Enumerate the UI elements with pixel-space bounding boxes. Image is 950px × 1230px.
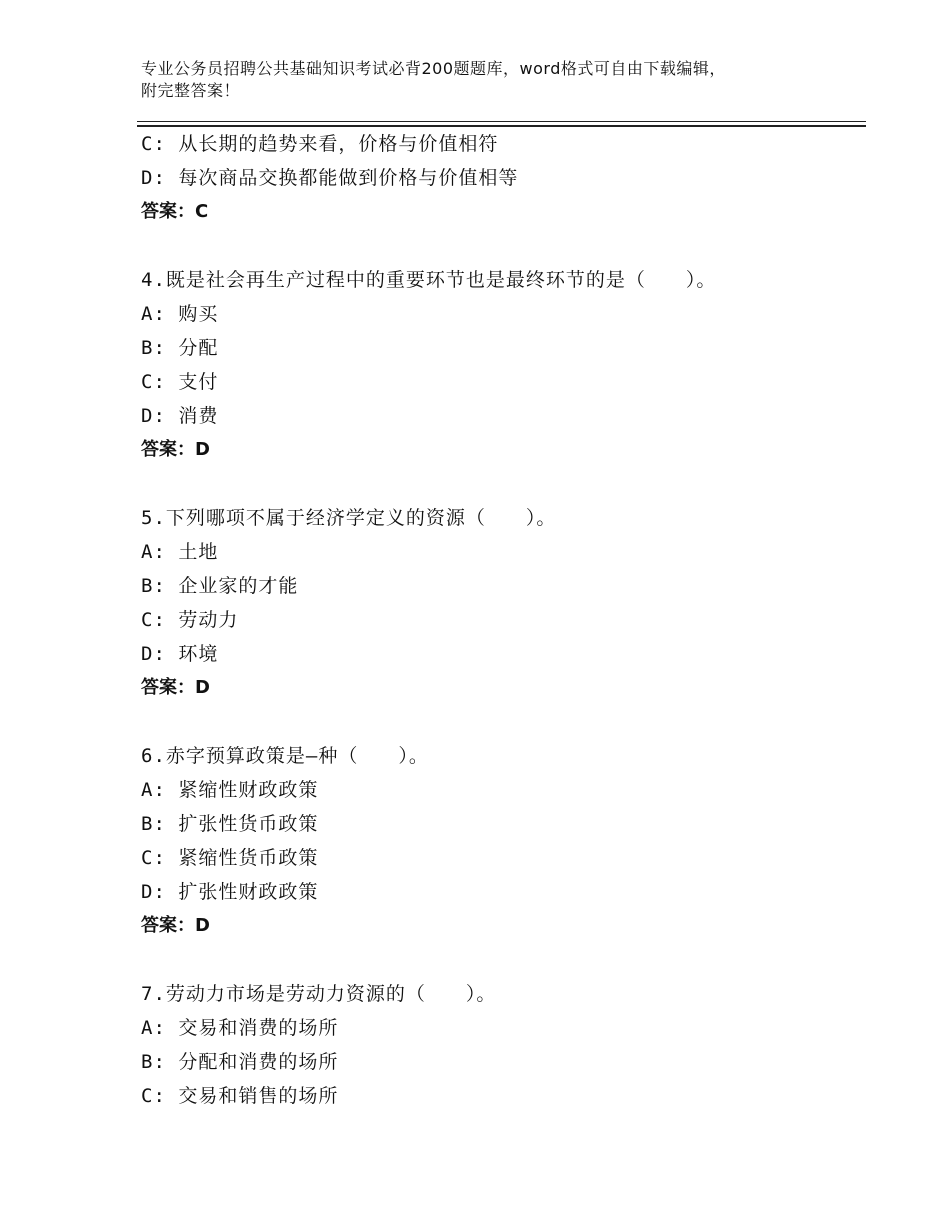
option-b: B: 扩张性货币政策	[141, 813, 319, 835]
answer-label: 答案：D	[141, 439, 210, 460]
question-3-continued	[141, 127, 866, 229]
option-a: A: 购买	[141, 303, 219, 325]
spacer	[141, 229, 866, 263]
option-a: A: 紧缩性财政政策	[141, 779, 319, 801]
question-7	[141, 977, 866, 1113]
option-d: D: 消费	[141, 405, 219, 427]
question-stem: 4.既是社会再生产过程中的重要环节也是最终环节的是（ ）。	[141, 269, 717, 291]
header-title-line-2: 附完整答案！	[141, 81, 241, 100]
question-list	[141, 127, 866, 1113]
header-title-line-1: 专业公务员招聘公共基础知识考试必背200题题库，word格式可自由下载编辑，	[141, 59, 726, 78]
option-b: B: 分配和消费的场所	[141, 1051, 339, 1073]
option-c: C: 紧缩性货币政策	[141, 847, 319, 869]
option-d: D: 扩张性财政政策	[141, 881, 319, 903]
option-b: B: 企业家的才能	[141, 575, 299, 597]
option-c: C: 劳动力	[141, 609, 239, 631]
question-stem: 5.下列哪项不属于经济学定义的资源（ ）。	[141, 507, 557, 529]
option-c: C: 交易和销售的场所	[141, 1085, 339, 1107]
question-6	[141, 739, 866, 943]
option-c: C: 从长期的趋势来看，价格与价值相符	[141, 133, 499, 155]
question-stem: 6.赤字预算政策是—种（ ）。	[141, 745, 429, 767]
option-b: B: 分配	[141, 337, 219, 359]
answer-label: 答案：D	[141, 677, 210, 698]
spacer	[141, 705, 866, 739]
option-d: D: 每次商品交换都能做到价格与价值相等	[141, 167, 519, 189]
answer-label: 答案：D	[141, 915, 210, 936]
spacer	[141, 943, 866, 977]
spacer	[141, 467, 866, 501]
option-a: A: 交易和消费的场所	[141, 1017, 339, 1039]
question-stem: 7.劳动力市场是劳动力资源的（ ）。	[141, 983, 497, 1005]
option-c: C: 支付	[141, 371, 219, 393]
question-5	[141, 501, 866, 705]
option-d: D: 环境	[141, 643, 219, 665]
page-header	[141, 58, 841, 102]
header-divider-thin	[137, 121, 866, 122]
option-a: A: 土地	[141, 541, 219, 563]
question-4	[141, 263, 866, 467]
answer-label: 答案：C	[141, 201, 209, 222]
